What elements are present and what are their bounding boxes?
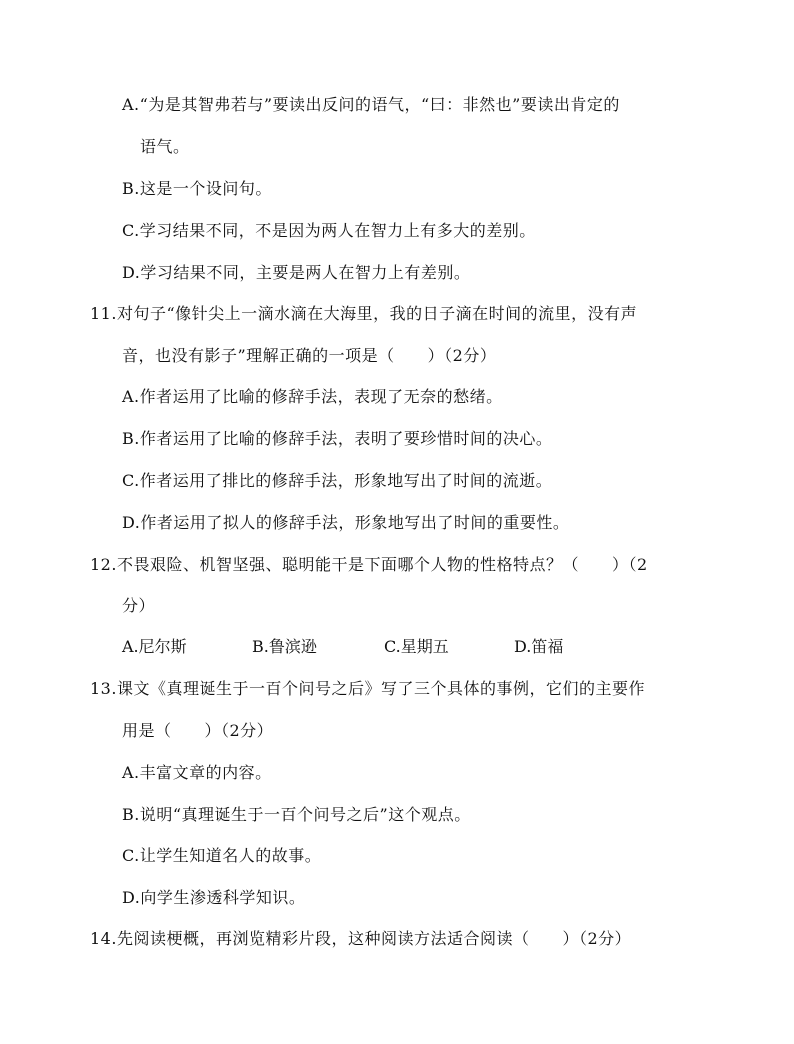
q10-option-a-line1: A.“为是其智弗若与”要读出反问的语气，“曰：非然也”要读出肯定的 (122, 95, 620, 114)
q13-option-d: D.向学生渗透科学知识。 (122, 888, 306, 907)
q11-option-a: A.作者运用了比喻的修辞手法，表现了无奈的愁绪。 (122, 387, 503, 406)
q12-option-c: C.星期五 (384, 637, 449, 656)
q11-option-b: B.作者运用了比喻的修辞手法，表明了要珍惜时间的决心。 (122, 429, 553, 448)
q12-option-b: B.鲁滨逊 (252, 637, 317, 656)
q13-option-a: A.丰富文章的内容。 (122, 763, 272, 782)
q11-stem-line1: 11.对句子“像针尖上一滴水滴在大海里，我的日子滴在时间的流里，没有声 (90, 304, 638, 323)
q10-option-a-line2: 语气。 (140, 137, 190, 156)
q12-stem-line2: 分） (122, 596, 156, 615)
q10-option-c: C.学习结果不同，不是因为两人在智力上有多大的差别。 (122, 221, 536, 240)
q14-stem-line1: 14.先阅读梗概，再浏览精彩片段，这种阅读方法适合阅读（ ）（2分） (90, 929, 632, 948)
q12-option-d: D.笛福 (514, 637, 564, 656)
q10-option-d: D.学习结果不同，主要是两人在智力上有差别。 (122, 263, 471, 282)
q13-option-c: C.让学生知道名人的故事。 (122, 846, 322, 865)
q11-option-c: C.作者运用了排比的修辞手法，形象地写出了时间的流逝。 (122, 471, 553, 490)
q13-stem-line2: 用是（ ）（2分） (122, 721, 274, 740)
q13-option-b: B.说明“真理诞生于一百个问号之后”这个观点。 (122, 805, 471, 824)
q11-stem-line2: 音，也没有影子”理解正确的一项是（ ）（2分） (122, 346, 497, 365)
q13-stem-line1: 13.课文《真理诞生于一百个问号之后》写了三个具体的事例，它们的主要作 (90, 679, 645, 698)
q12-stem-line1: 12.不畏艰险、机智坚强、聪明能干是下面哪个人物的性格特点？（ ）（2 (90, 555, 648, 574)
q12-option-a: A.尼尔斯 (122, 637, 187, 656)
q11-option-d: D.作者运用了拟人的修辞手法，形象地写出了时间的重要性。 (122, 513, 570, 532)
q10-option-b: B.这是一个设问句。 (122, 179, 272, 198)
